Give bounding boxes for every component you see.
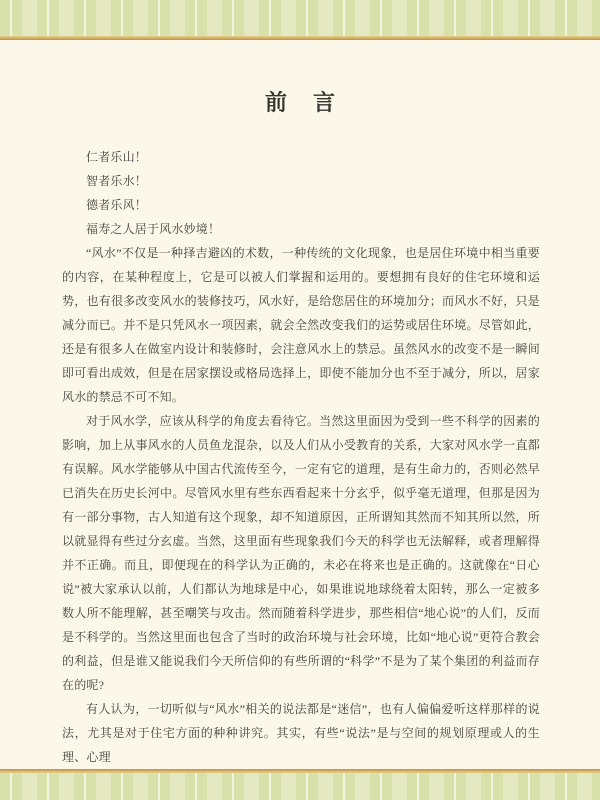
page-content [0, 40, 600, 769]
decorative-border-top [0, 0, 600, 36]
paragraph: 有人认为，一切听似与“风水”相关的说法都是“迷信”，也有人偏偏爱听这样那样的说法，尤其是对于住宅方面的种种讲究。其实，有些“说法”是与空间的规划原理或人的生理、心理 [62, 701, 540, 764]
paragraph: “风水”不仅是一种择吉避凶的术数，一种传统的文化现象，也是居住环境中相当重要的内容，在某种程度上，它是可以被人们掌握和运用的。要想拥有良好的住宅环境和运势，也有很多改变风水的装修技巧，风水好，是给您居住的环境加分；而风水不好，只是减分而已。并不是只凭风水一项因素，就会全然改变我们的运势或居住环境。尽管如此，还是有很多人在做室内设计和装修时，会注意风水上的禁忌。虽然风水的改变不是一瞬间即可看出成效，但是在居家摆设或格局选择上，即使不能加分也不至于减分，所以，居家风水的禁忌不可不知。 [62, 245, 540, 404]
decorative-border-bottom [0, 773, 600, 800]
page-title: 前 言 [264, 89, 337, 115]
intro-lines [62, 145, 540, 241]
intro-line: 福寿之人居于风水妙境！ [86, 221, 221, 236]
intro-line: 智者乐水！ [86, 173, 148, 188]
intro-line: 德者乐风！ [86, 197, 148, 212]
body-text [62, 241, 540, 769]
paragraph: 对于风水学，应该从科学的角度去看待它。当然这里面因为受到一些不科学的因素的影响，加上从事风水的人员鱼龙混杂，以及人们从小受教育的关系，大家对风水学一直都有误解。风水学能够从中国古代流传至今，一定有它的道理，是有生命力的，否则必然早已消失在历史长河中。尽管风水里有些东西看起来十分玄乎，似乎毫无道理，但那是因为有一部分事物，古人知道有这个现象，却不知道原因，正所谓知其然而不知其所以然，所以就显得有些过分玄虚。当然，这里面有些现象我们今天的科学也无法解释，或者理解得并不正确。而且，即便现在的科学认为正确的，未必在将来也是正确的。这就像在“日心说”被大家承认以前，人们都认为地球是中心，如果谁说地球绕着太阳转，那么一定被多数人所不能理解，甚至嘲笑与攻击。然而随着科学进步，那些相信“地心说”的人们，反而是不科学的。当然这里面也包含了当时的政治环境与社会环境，比如“地心说”更符合教会的利益，但是谁又能说我们今天所信仰的有些所谓的“科学”不是为了某个集团的利益而存在的呢? [62, 413, 540, 692]
intro-line: 仁者乐山！ [86, 149, 148, 164]
